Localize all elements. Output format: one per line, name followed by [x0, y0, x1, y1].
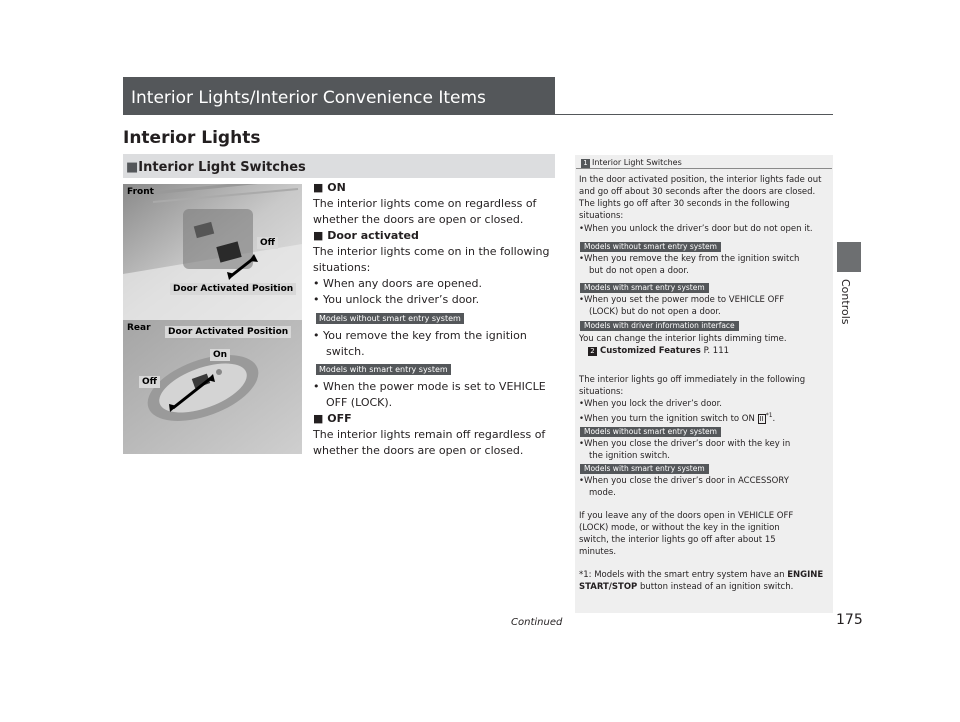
door-text-2: situations:	[313, 261, 371, 274]
info-bullet-5-end: .	[772, 413, 776, 424]
rear-door-activated-callout: Door Activated Position	[165, 326, 291, 338]
info-bullet-2b: but do not open a door.	[589, 266, 689, 276]
door-bullet-3b: switch.	[326, 345, 365, 358]
info-tag-driver-info-interface: Models with driver information interface	[580, 321, 739, 331]
footnote-line-2	[579, 582, 793, 593]
subsection-title	[126, 160, 306, 175]
chapter-tab-label: Controls	[839, 279, 852, 325]
page-title: Interior Lights/Interior Convenience Items	[131, 88, 486, 108]
info-p1-3: The lights go off after 30 seconds in the following	[579, 199, 790, 209]
info-p1-2: and go off about 30 seconds after the doors are closed.	[579, 187, 816, 197]
customized-features-link[interactable]: Customized Features	[600, 346, 701, 356]
info-tag-with-smart-entry-1: Models with smart entry system	[580, 283, 709, 293]
info-bullet-6b: the ignition switch.	[589, 451, 670, 461]
info-title-text: Interior Light Switches	[592, 158, 682, 167]
front-off-callout: Off	[257, 237, 278, 249]
footnote-line-1	[579, 570, 823, 581]
info-p1-1: In the door activated position, the interior lights fade out	[579, 175, 822, 185]
info-title-marker: 1	[581, 159, 590, 168]
info-p3-2: situations:	[579, 387, 624, 397]
on-text-2: whether the doors are open or closed.	[313, 213, 524, 226]
reference-page: P. 111	[703, 346, 730, 356]
models-without-smart-entry-tag: Models without smart entry system	[316, 313, 464, 324]
info-bullet-7a: •When you close the driver’s door in ACCESSORY	[579, 476, 789, 486]
front-label: Front	[127, 187, 154, 197]
info-bullet-3a: •When you set the power mode to VEHICLE OFF	[579, 295, 785, 305]
subsection-title-text: Interior Light Switches	[138, 160, 306, 175]
info-tag-without-smart-entry-1: Models without smart entry system	[580, 242, 721, 252]
chapter-tab	[837, 242, 861, 272]
info-p4-3: switch, the interior lights go off after about 15	[579, 535, 776, 545]
on-text-1: The interior lights come on regardless of	[313, 197, 537, 210]
info-p2: You can change the interior lights dimming time.	[579, 334, 787, 344]
info-bullet-5-text: •When you turn the ignition switch to ON	[579, 413, 755, 424]
continued-label: Continued	[511, 617, 563, 628]
ignition-position-symbol: II	[759, 414, 764, 423]
footnote-bold-1: ENGINE	[787, 570, 824, 580]
models-with-smart-entry-tag: Models with smart entry system	[316, 364, 451, 375]
info-title	[581, 158, 682, 168]
page-number: 175	[836, 612, 863, 628]
subsection-marker: ■	[126, 160, 139, 175]
door-activated-heading: ■ Door activated	[313, 229, 419, 242]
footnote-bold-2: START/STOP	[579, 582, 638, 592]
info-bullet-6a: •When you close the driver’s door with the key in	[579, 439, 791, 449]
info-bullet-4: •When you lock the driver’s door.	[579, 399, 723, 409]
info-p4-2: (LOCK) mode, or without the key in the ignition	[579, 523, 780, 533]
off-heading: ■ OFF	[313, 412, 352, 425]
info-bullet-7b: mode.	[589, 488, 616, 498]
info-tag-with-smart-entry-2: Models with smart entry system	[580, 464, 709, 474]
off-text-2: whether the doors are open or closed.	[313, 444, 524, 457]
info-rule	[576, 168, 832, 169]
info-reference	[588, 346, 729, 357]
info-tag-without-smart-entry-2: Models without smart entry system	[580, 427, 721, 437]
off-text-1: The interior lights remain off regardless of	[313, 428, 546, 441]
info-bullet-2a: •When you remove the key from the ignition switch	[579, 254, 800, 264]
info-p4-4: minutes.	[579, 547, 617, 557]
door-bullet-4b: OFF (LOCK).	[326, 396, 393, 409]
info-p3-1: The interior lights go off immediately in the following	[579, 375, 806, 385]
front-light-photo	[123, 184, 302, 320]
info-p4-1: If you leave any of the doors open in VEHICLE OFF	[579, 511, 794, 521]
info-bullet-1: •When you unlock the driver’s door but do not open it.	[579, 224, 813, 234]
footnote-ref: *1	[765, 412, 773, 419]
info-p1-4: situations:	[579, 211, 624, 221]
front-light-illustration	[123, 184, 302, 320]
rear-off-callout: Off	[139, 376, 160, 388]
on-heading: ■ ON	[313, 181, 346, 194]
door-bullet-2: • You unlock the driver’s door.	[313, 293, 480, 306]
header-rule	[123, 114, 833, 115]
footnote-text-2: button instead of an ignition switch.	[639, 582, 794, 592]
info-bullet-5	[579, 411, 775, 424]
footnote-text-1: *1: Models with the smart entry system have an	[579, 570, 785, 580]
section-title: Interior Lights	[123, 128, 261, 148]
front-door-activated-callout: Door Activated Position	[170, 283, 296, 295]
door-text-1: The interior lights come on in the following	[313, 245, 550, 258]
door-bullet-4a: • When the power mode is set to VEHICLE	[313, 380, 546, 393]
info-bullet-3b: (LOCK) but do not open a door.	[589, 307, 721, 317]
door-bullet-3a: • You remove the key from the ignition	[313, 329, 527, 342]
rear-on-callout: On	[210, 349, 230, 361]
reference-marker: 2	[588, 347, 597, 356]
rear-label: Rear	[127, 323, 151, 333]
door-bullet-1: • When any doors are opened.	[313, 277, 482, 290]
